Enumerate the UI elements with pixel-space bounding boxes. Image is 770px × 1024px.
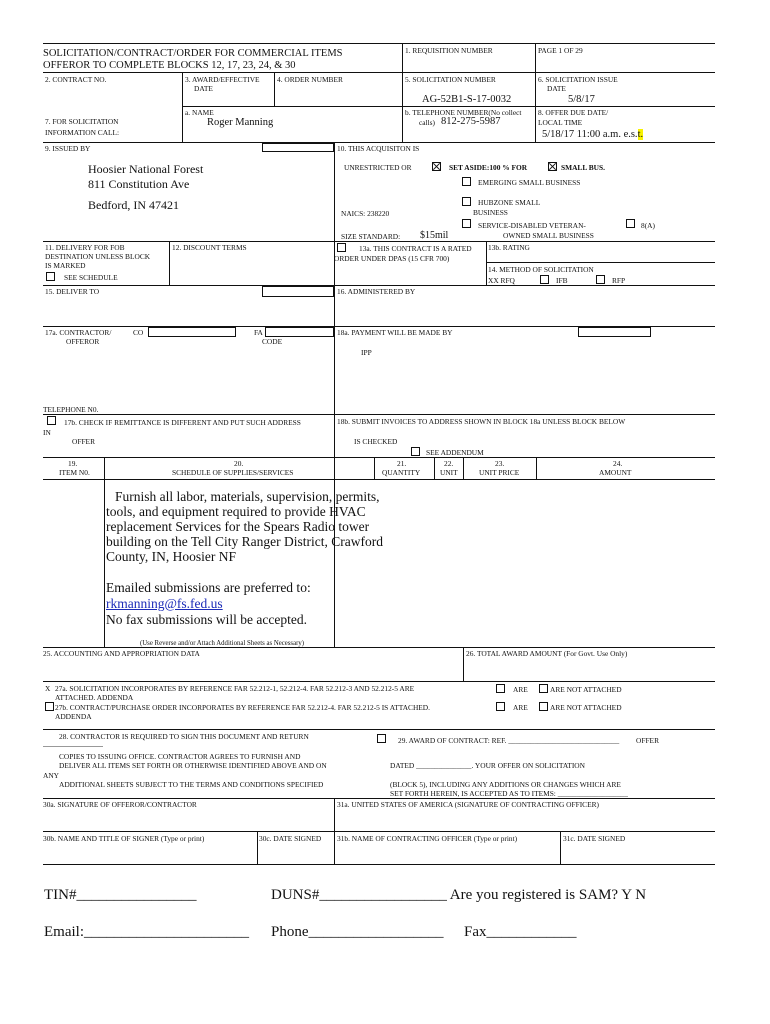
signature-divider	[257, 831, 258, 864]
row-border	[43, 647, 715, 648]
issuer-street: 811 Constitution Ave	[88, 177, 190, 191]
clause-27b: 27b. CONTRACT/PURCHASE ORDER INCORPORATES BY REFERENCE FAR 52.212-4. FAR 52.212-5 IS ATTACHED.	[55, 703, 430, 712]
form-title: SOLICITATION/CONTRACT/ORDER FOR COMMERCIAL ITEMS	[43, 48, 343, 59]
row-border	[43, 241, 715, 242]
is-checked-label: IS CHECKED	[354, 437, 398, 446]
work-description-line-1: Furnish all labor, materials, supervision, permits,	[115, 489, 380, 504]
schedule-column-divider	[434, 457, 435, 479]
small-business-label: SMALL BUS.	[561, 163, 605, 172]
divider	[182, 72, 183, 106]
offer-due-date-highlight: t.	[637, 129, 644, 140]
clause-27b-checkbox[interactable]	[45, 702, 54, 711]
method-label: 14. METHOD OF SOLICITATION	[488, 265, 594, 274]
divider	[486, 241, 487, 285]
remittance-checkbox[interactable]	[47, 416, 56, 425]
no-fax-note: No fax submissions will be accepted.	[106, 612, 307, 627]
col-21-number: 21.	[397, 459, 407, 468]
solicitation-info-label-2: INFORMATION CALL:	[45, 128, 120, 137]
name-label: a. NAME	[185, 108, 214, 117]
solicitation-info-label: 7. FOR SOLICITATION	[45, 117, 119, 126]
remittance-label: 17b. CHECK IF REMITTANCE IS DIFFERENT AND PUT SUCH ADDRESS	[64, 418, 301, 427]
sdvosb-label: SERVICE-DISABLED VETERAN-	[478, 221, 586, 230]
row-border	[43, 798, 715, 799]
issuer-city: Bedford, IN 47421	[88, 198, 179, 212]
rated-order-checkbox[interactable]	[337, 243, 346, 252]
reverse-sheet-note: (Use Reverse and/or Attach Additional Sheets as Necessary)	[140, 640, 305, 647]
col-23-number: 23.	[495, 459, 505, 468]
col-quantity: QUANTITY	[382, 468, 421, 477]
row-border	[43, 831, 715, 832]
officer-name-label: 31b. NAME OF CONTRACTING OFFICER (Type or print)	[337, 834, 518, 843]
see-addendum-label: SEE ADDENDUM	[426, 448, 484, 457]
facility-code-label: CODE	[262, 337, 283, 346]
27a-are-label: ARE	[513, 685, 528, 694]
facility-label: FA	[254, 328, 263, 337]
emerging-business-checkbox[interactable]	[462, 177, 471, 186]
phone-field[interactable]: Phone__________________	[271, 924, 444, 940]
row-border	[182, 106, 715, 107]
schedule-column-divider	[374, 457, 375, 479]
clause-27a-mark: X	[45, 684, 51, 693]
divider	[169, 241, 170, 285]
facility-code-box[interactable]	[265, 327, 334, 337]
telephone-label-2: calls)	[419, 118, 436, 127]
copies-blank[interactable]	[43, 746, 103, 747]
offeror-date-label: 30c. DATE SIGNED	[259, 834, 322, 843]
tin-field[interactable]: TIN#________________	[44, 887, 197, 903]
rfq-option: XX RFQ	[488, 276, 515, 285]
col-unit-price: UNIT PRICE	[479, 468, 520, 477]
clause-27b-2: ADDENDA	[55, 712, 92, 721]
total-award-label: 26. TOTAL AWARD AMOUNT (For Govt. Use Only)	[466, 649, 628, 658]
issued-by-label: 9. ISSUED BY	[45, 144, 91, 153]
contact-email-link[interactable]: rkmanning@fs.fed.us	[106, 596, 223, 611]
row-border	[43, 729, 715, 730]
form-subtitle: OFFEROR TO COMPLETE BLOCKS 12, 17, 23, 24, & 30	[43, 60, 296, 71]
issue-date-label-2: DATE	[547, 84, 566, 93]
eight-a-label: 8(A)	[641, 221, 655, 230]
row-border	[43, 864, 715, 865]
set-aside-label: SET ASIDE:100 % FOR	[449, 163, 528, 172]
center-divider	[334, 142, 335, 647]
set-forth-clause: SET FORTH HEREIN, IS ACCEPTED AS TO ITEMS: ___________________	[390, 789, 628, 798]
27a-are-not-label: ARE NOT ATTACHED	[550, 685, 622, 694]
col-schedule: SCHEDULE OF SUPPLIES/SERVICES	[172, 468, 294, 477]
schedule-column-divider	[463, 457, 464, 479]
col-19-number: 19.	[68, 459, 78, 468]
contractor-code-box[interactable]	[148, 327, 236, 337]
requisition-number-label: 1. REQUISITION NUMBER	[405, 46, 493, 55]
award-of-contract: 29. AWARD OF CONTRACT: REF. ______________________________	[398, 736, 620, 745]
divider	[274, 72, 275, 106]
ifb-label: IFB	[556, 276, 568, 285]
rated-order-label: 13a. THIS CONTRACT IS A RATED	[359, 244, 472, 253]
row-border	[43, 681, 715, 682]
clause-27a: 27a. SOLICITATION INCORPORATES BY REFERENCE FAR 52.212-1, 52.212-4. FAR 52.212-3 AND 52.212-5 ARE	[55, 684, 415, 693]
signer-name-label: 30b. NAME AND TITLE OF SIGNER (Type or print)	[43, 834, 205, 843]
work-description-line-4: building on the Tell City Ranger District, Crawford	[106, 534, 384, 549]
delivery-label: 11. DELIVERY FOR FOB	[45, 243, 125, 252]
issuer-name: Hoosier National Forest	[88, 162, 204, 176]
remittance-in: IN	[43, 428, 51, 437]
deliver-code-box[interactable]	[262, 286, 334, 297]
accounting-label: 25. ACCOUNTING AND APPROPRIATION DATA	[43, 649, 200, 658]
payment-label: 18a. PAYMENT WILL BE MADE BY	[337, 328, 453, 337]
see-schedule-checkbox[interactable]	[46, 272, 55, 281]
offer-due-date-text: 5/18/17 11:00 a.m. e.s.	[542, 129, 638, 140]
rated-order-label-2: ORDER UNDER DPAS (15 CFR 700)	[334, 254, 450, 263]
see-schedule-label: SEE SCHEDULE	[64, 273, 118, 282]
contractor-sign-required: 28. CONTRACTOR IS REQUIRED TO SIGN THIS DOCUMENT AND RETURN	[59, 732, 309, 741]
size-standard-value: $15mil	[420, 230, 449, 241]
divider	[402, 43, 403, 72]
offer-due-label: 8. OFFER DUE DATE/	[538, 108, 609, 117]
submit-invoices-label: 18b. SUBMIT INVOICES TO ADDRESS SHOWN IN BLOCK 18a UNLESS BLOCK BELOW	[337, 417, 626, 426]
27a-are-checkbox[interactable]	[496, 684, 505, 693]
27a-are-not-checkbox[interactable]	[539, 684, 548, 693]
any-clause: ANY	[43, 771, 60, 780]
work-description-line-3: replacement Services for the Spears Radio tower	[106, 519, 370, 534]
form-top-border	[43, 43, 715, 44]
size-standard-label: SIZE STANDARD:	[341, 232, 401, 241]
copies-clause: COPIES TO ISSUING OFFICE. CONTRACTOR AGREES TO FURNISH AND	[59, 752, 301, 761]
award-date-label-2: DATE	[194, 84, 213, 93]
officer-date-label: 31c. DATE SIGNED	[563, 834, 626, 843]
administered-by-label: 16. ADMINISTERED BY	[337, 287, 416, 296]
rfp-label: RFP	[612, 276, 626, 285]
27b-are-not-checkbox[interactable]	[539, 702, 548, 711]
block5-clause: (BLOCK 5), INCLUDING ANY ADDITIONS OR CHANGES WHICH ARE	[390, 780, 621, 789]
acquisition-label: 10. THIS ACQUISITON IS	[337, 144, 420, 153]
col-item-number: ITEM N0.	[59, 468, 90, 477]
payment-code-box[interactable]	[578, 327, 651, 337]
divider	[463, 647, 464, 681]
row-border	[43, 72, 715, 73]
hubzone-label-2: BUSINESS	[473, 208, 508, 217]
ifb-checkbox[interactable]	[540, 275, 549, 284]
award-date-label: 3. AWARD/EFFECTIVE	[185, 75, 260, 84]
issue-date: 5/8/17	[568, 94, 595, 105]
fax-field[interactable]: Fax____________	[464, 924, 577, 940]
row-border	[43, 142, 715, 143]
eight-a-checkbox[interactable]	[626, 219, 635, 228]
page-count: PAGE 1 OF 29	[538, 46, 583, 55]
schedule-header-bottom	[43, 479, 715, 480]
row-border	[43, 285, 715, 286]
clause-27a-2: ATTACHED. ADDENDA	[55, 693, 134, 702]
see-addendum-checkbox[interactable]	[411, 447, 420, 456]
contract-number-label: 2. CONTRACT NO.	[45, 75, 107, 84]
contact-name: Roger Manning	[207, 117, 274, 128]
issue-date-label: 6. SOLICITATION ISSUE	[538, 75, 618, 84]
delivery-label-3: IS MARKED	[45, 261, 86, 270]
schedule-column-divider	[104, 457, 105, 647]
dated-clause: DATED _______________. YOUR OFFER ON SOLICITATION	[390, 761, 585, 770]
27b-are-not-label: ARE NOT ATTACHED	[550, 703, 622, 712]
additional-sheets-clause: ADDITIONAL SHEETS SUBJECT TO THE TERMS AND CONDITIONS SPECIFIED	[59, 780, 324, 789]
27b-are-label: ARE	[513, 703, 528, 712]
officer-signature-label: 31a. UNITED STATES OF AMERICA (SIGNATURE OF CONTRACTING OFFICER)	[337, 800, 599, 809]
email-preference: Emailed submissions are preferred to:	[106, 580, 311, 595]
code-input-box[interactable]	[262, 143, 334, 152]
hubzone-label: HUBZONE SMALL	[478, 198, 541, 207]
rating-label: 13b. RATING	[488, 243, 530, 252]
solicitation-number-label: 5. SOLICITATION NUMBER	[405, 75, 496, 84]
payment-ipp: IPP	[361, 348, 372, 357]
sdvosb-checkbox[interactable]	[462, 219, 471, 228]
delivery-label-2: DESTINATION UNLESS BLOCK	[45, 252, 151, 261]
order-number-label: 4. ORDER NUMBER	[277, 75, 343, 84]
schedule-header-top	[43, 457, 715, 458]
divider	[182, 106, 183, 142]
offer-due-label-2: LOCAL TIME	[538, 118, 583, 127]
award-offer-label: OFFER	[636, 736, 660, 745]
deliver-to-label: 15. DELIVER TO	[45, 287, 100, 296]
offer-due-date	[542, 129, 643, 141]
award-checkbox[interactable]	[377, 734, 386, 743]
deliver-clause: DELIVER ALL ITEMS SET FORTH OR OTHERWISE IDENTIFIED ABOVE AND ON	[59, 761, 327, 770]
sdvosb-label-2: OWNED SMALL BUSINESS	[503, 231, 594, 240]
signature-divider	[560, 831, 561, 864]
divider	[402, 72, 403, 142]
row-border	[43, 414, 715, 415]
work-description-line-2: tools, and equipment required to provide HVAC	[106, 504, 366, 519]
col-amount: AMOUNT	[599, 468, 632, 477]
contact-phone: 812-275-5987	[441, 116, 501, 127]
divider	[535, 72, 536, 142]
remittance-offer: OFFER	[72, 437, 96, 446]
small-business-checkbox[interactable]	[548, 162, 557, 171]
solicitation-number: AG-52B1-S-17-0032	[422, 94, 512, 105]
contractor-code-label: CO	[133, 328, 144, 337]
col-24-number: 24.	[613, 459, 623, 468]
rfp-checkbox[interactable]	[596, 275, 605, 284]
contractor-label-2: OFFEROR	[66, 337, 100, 346]
col-unit: UNIT	[440, 468, 458, 477]
col-22-number: 22.	[444, 459, 454, 468]
set-aside-checkbox[interactable]	[432, 162, 441, 171]
schedule-column-divider	[536, 457, 537, 479]
divider	[535, 43, 536, 72]
col-20-number: 20.	[234, 459, 244, 468]
row-border	[486, 262, 715, 263]
discount-terms-label: 12. DISCOUNT TERMS	[172, 243, 247, 252]
contractor-label: 17a. CONTRACTOR/	[45, 328, 112, 337]
telephone-number-label: TELEPHONE N0.	[43, 405, 99, 414]
27b-are-checkbox[interactable]	[496, 702, 505, 711]
email-field[interactable]: Email:______________________	[44, 924, 249, 940]
naics-code: NAICS: 238220	[341, 209, 390, 218]
offeror-signature-label: 30a. SIGNATURE OF OFFEROR/CONTRACTOR	[43, 800, 197, 809]
duns-sam-field[interactable]: DUNS#_________________ Are you registered is SAM? Y N	[271, 887, 647, 903]
hubzone-checkbox[interactable]	[462, 197, 471, 206]
emerging-business-label: EMERGING SMALL BUSINESS	[478, 178, 581, 187]
work-description-line-5: County, IN, Hoosier NF	[106, 549, 236, 564]
unrestricted-label: UNRESTRICTED OR	[344, 163, 412, 172]
telephone-label: b. TELEPHONE NUMBER(No collect	[405, 108, 522, 117]
